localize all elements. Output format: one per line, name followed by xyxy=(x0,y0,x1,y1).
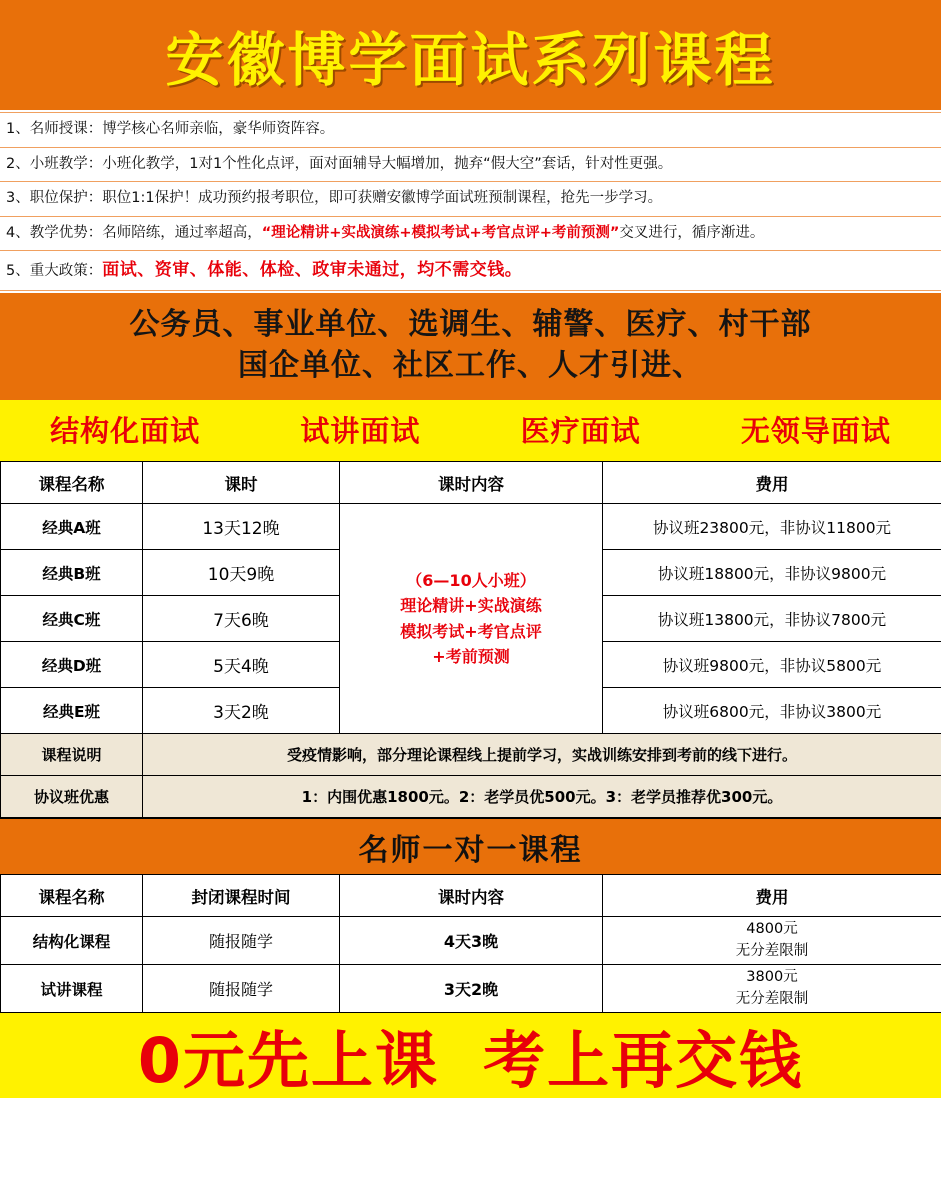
column-header-content: 课时内容 xyxy=(340,875,603,917)
list-item xyxy=(0,217,941,252)
course-name: 经典D班 xyxy=(1,642,143,688)
course-hours: 7天6晚 xyxy=(143,596,340,642)
content-line: +考前预测 xyxy=(432,647,510,667)
header-banner xyxy=(0,0,941,112)
page-title: 安徽博学面试系列课程 xyxy=(165,26,776,94)
table-row xyxy=(1,917,941,965)
course-fee: 协议班9800元，非协议5800元 xyxy=(603,642,941,688)
note-label-course-description: 课程说明 xyxy=(1,734,143,776)
list-item-text: 名师陪练，通过率超高， xyxy=(102,224,262,241)
note-row xyxy=(1,776,941,818)
interview-types-band xyxy=(0,400,941,461)
list-item-prefix: 2、小班教学： xyxy=(6,155,103,172)
course-name: 经典C班 xyxy=(1,596,143,642)
column-header-course-name: 课程名称 xyxy=(1,875,143,917)
content-line: 模拟考试+考官点评 xyxy=(400,621,542,641)
list-item-suffix: 交叉进行，循序渐进。 xyxy=(619,224,765,241)
footer-banner xyxy=(0,1013,941,1098)
note-row xyxy=(1,734,941,776)
list-item-policy xyxy=(0,251,941,291)
table-row xyxy=(1,965,941,1013)
course-fee: 协议班18800元，非协议9800元 xyxy=(603,550,941,596)
table-header-row xyxy=(1,875,941,917)
course-duration: 3天2晚 xyxy=(340,965,603,1013)
course-fee: 协议班23800元，非协议11800元 xyxy=(603,504,941,550)
course-name: 经典E班 xyxy=(1,688,143,734)
course-hours: 10天9晚 xyxy=(143,550,340,596)
one-on-one-band xyxy=(0,818,941,874)
list-item-highlight: “理论精讲+实战演练+模拟考试+考官点评+考前预测” xyxy=(261,224,620,241)
interview-type-medical: 医疗面试 xyxy=(520,414,641,449)
course-fee: 协议班6800元，非协议3800元 xyxy=(603,688,941,734)
column-header-content: 课时内容 xyxy=(340,462,603,504)
course-time: 随报随学 xyxy=(143,965,340,1013)
course-hours: 3天2晚 xyxy=(143,688,340,734)
list-item-text: 小班化教学，1对1个性化点评，面对面辅导大幅增加，抛弃“假大空”套话，针对性更强。 xyxy=(102,155,673,172)
course-fee: 协议班13800元，非协议7800元 xyxy=(603,596,941,642)
list-item-prefix: 3、职位保护： xyxy=(6,190,103,207)
footer-slogan-right: 考上再交钱 xyxy=(483,1024,804,1098)
column-header-fee: 费用 xyxy=(603,462,941,504)
main-pricing-table xyxy=(0,461,941,818)
note-value-course-description: 受疫情影响，部分理论课程线上提前学习，实战训练安排到考前的线下进行。 xyxy=(143,734,941,776)
course-fee xyxy=(603,917,941,965)
policy-text: 面试、资审、体能、体检、政审未通过，均不需交钱。 xyxy=(102,260,523,281)
fee-amount: 3800元 xyxy=(746,968,798,985)
course-name: 结构化课程 xyxy=(1,917,143,965)
note-label-agreement-discount: 协议班优惠 xyxy=(1,776,143,818)
course-time: 随报随学 xyxy=(143,917,340,965)
column-header-hours: 课时 xyxy=(143,462,340,504)
categories-line-1: 公务员、事业单位、选调生、辅警、医疗、村干部 xyxy=(129,307,812,343)
fee-amount: 4800元 xyxy=(746,920,798,937)
column-header-closed-time: 封闭课程时间 xyxy=(143,875,340,917)
course-fee xyxy=(603,965,941,1013)
course-name: 试讲课程 xyxy=(1,965,143,1013)
table-header-row xyxy=(1,462,941,504)
note-value-agreement-discount: 1：内围优惠1800元。2：老学员优500元。3：老学员推荐优300元。 xyxy=(143,776,941,818)
fee-note: 无分差限制 xyxy=(735,942,809,959)
categories-band xyxy=(0,291,941,400)
column-header-course-name: 课程名称 xyxy=(1,462,143,504)
list-item xyxy=(0,148,941,183)
interview-type-demo-lesson: 试讲面试 xyxy=(300,414,421,449)
list-item xyxy=(0,182,941,217)
course-name: 经典A班 xyxy=(1,504,143,550)
list-item-text: 职位1:1保护！成功预约报考职位，即可获赠安徽博学面试班预制课程，抢先一步学习。 xyxy=(102,190,663,207)
feature-list xyxy=(0,112,941,291)
fee-note: 无分差限制 xyxy=(735,990,809,1007)
interview-type-leaderless: 无领导面试 xyxy=(740,414,891,449)
course-hours: 5天4晚 xyxy=(143,642,340,688)
list-item-prefix: 5、重大政策： xyxy=(6,263,103,280)
course-content-cell xyxy=(340,504,603,734)
list-item xyxy=(0,112,941,148)
course-name: 经典B班 xyxy=(1,550,143,596)
interview-type-structured: 结构化面试 xyxy=(50,414,201,449)
list-item-text: 博学核心名师亲临，豪华师资阵容。 xyxy=(102,121,335,137)
categories-line-2: 国企单位、社区工作、人才引进、 xyxy=(238,347,703,383)
content-line: 理论精讲+实战演练 xyxy=(400,596,542,616)
column-header-fee: 费用 xyxy=(603,875,941,917)
footer-slogan-left: 0元先上课 xyxy=(137,1024,440,1098)
list-item-prefix: 4、教学优势： xyxy=(6,224,103,241)
list-item-prefix: 1、名师授课： xyxy=(6,121,103,137)
table-row xyxy=(1,504,941,550)
course-hours: 13天12晚 xyxy=(143,504,340,550)
content-line: （6—10人小班） xyxy=(406,570,536,590)
course-duration: 4天3晚 xyxy=(340,917,603,965)
one-on-one-table xyxy=(0,874,941,1013)
one-on-one-title: 名师一对一课程 xyxy=(358,832,583,868)
